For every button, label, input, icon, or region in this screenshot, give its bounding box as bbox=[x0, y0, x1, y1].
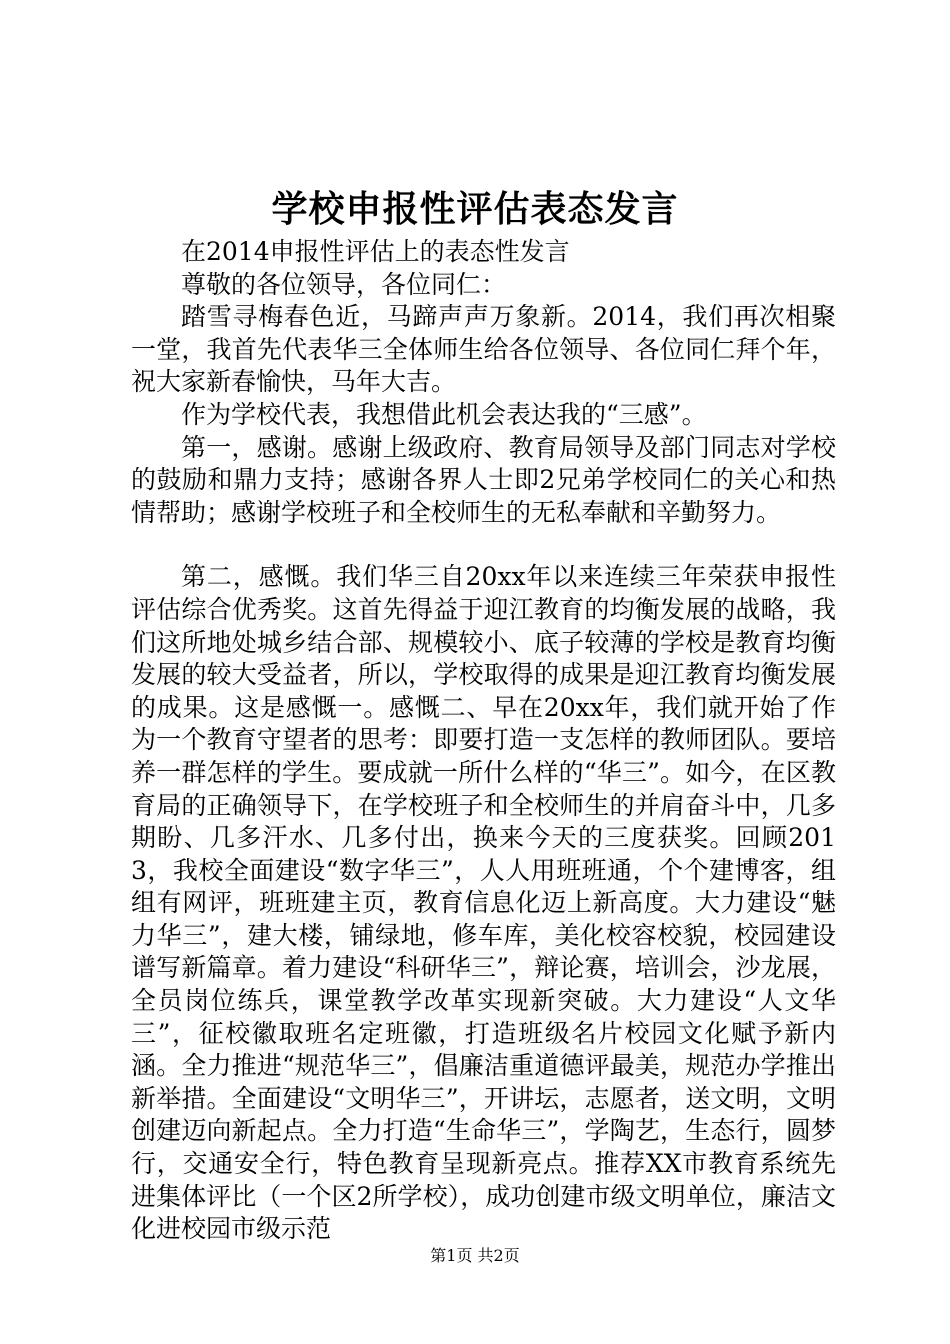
document-body bbox=[131, 236, 836, 1246]
paragraph-intro: 作为学校代表，我想借此机会表达我的“三感”。 bbox=[181, 399, 707, 429]
paragraph-salutation: 尊敬的各位领导，各位同仁： bbox=[181, 269, 507, 299]
paragraph-spacer bbox=[131, 529, 836, 561]
paragraph-reflection: 第二，感慨。我们华三自20xx年以来连续三年荣获申报性评估综合优秀奖。这首先得益于迎江教育的均衡发展的战略，我们这所地处城乡结合部、规模较小、底子较薄的学校是教育均衡发展的较大受益者，所以，学校取得的成果是迎江教育均衡发展的成果。这是感慨一。感慨二、早在20xx年，我们就开始了作为一个教育守望者的思考：即要打造一支怎样的教师团队。要培养一群怎样的学生。要成就一所什么样的“华三”。如今，在区教育局的正确领导下，在学校班子和全校师生的并肩奋斗中，几多期盼、几多汗水、几多付出，换来今天的三度获奖。回顾2013，我校全面建设“数字华三”，人人用班班通，个个建博客，组组有网评，班班建主页，教育信息化迈上新高度。大力建设“魅力华三”，建大楼，铺绿地，修车库，美化校容校貌，校园建设谱写新篇章。着力建设“科研华三”，辩论赛，培训会，沙龙展，全员岗位练兵，课堂教学改革实现新突破。大力建设“人文华三”，征校徽取班名定班徽，打造班级名片校园文化赋予新内涵。全力推进“规范华三”，倡廉洁重道德评最美，规范办学推出新举措。全面建设“文明华三”，开讲坛，志愿者，送文明，文明创建迈向新起点。全力打造“生命华三”，学陶艺，生态行，圆梦行，交通安全行，特色教育呈现新亮点。推荐XX市教育系统先进集体评比（一个区2所学校），成功创建市级文明单位，廉洁文化进校园市级示范 bbox=[131, 562, 836, 1244]
page-footer: 第1页 共2页 bbox=[430, 1246, 520, 1265]
paragraph-greeting: 踏雪寻梅春色近，马蹄声声万象新。2014，我们再次相聚一堂，我首先代表华三全体师生给各位领导、各位同仁拜个年，祝大家新春愉快，马年大吉。 bbox=[131, 302, 836, 397]
document-title: 学校申报性评估表态发言 bbox=[271, 188, 679, 230]
paragraph-thanks: 第一，感谢。感谢上级政府、教育局领导及部门同志对学校的鼓励和鼎力支持；感谢各界人士即2兄弟学校同仁的关心和热情帮助；感谢学校班子和全校师生的无私奉献和辛勤努力。 bbox=[131, 432, 836, 527]
paragraph-subtitle: 在2014申报性评估上的表态性发言 bbox=[181, 237, 570, 266]
